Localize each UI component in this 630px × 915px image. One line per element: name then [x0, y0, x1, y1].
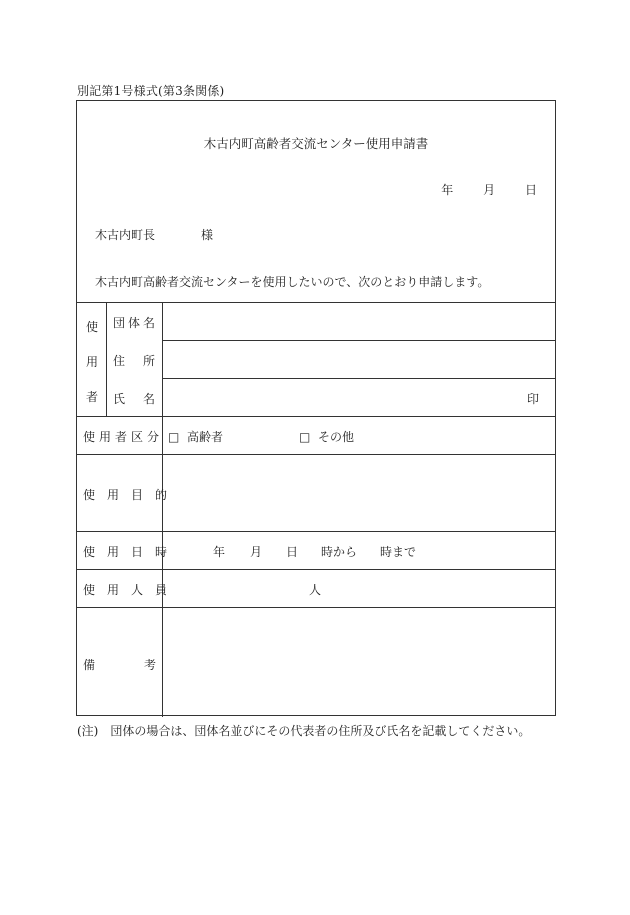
- address-label: 住 所: [113, 354, 159, 368]
- date-year: 年: [441, 183, 454, 197]
- datetime-field[interactable]: [167, 537, 549, 563]
- purpose-field[interactable]: [167, 462, 549, 524]
- application-statement: 木古内町高齢者交流センターを使用したいので、次のとおり申請します。: [95, 275, 490, 289]
- datetime-day: 日: [286, 545, 299, 559]
- user-group-char: 使: [86, 320, 99, 334]
- datetime-year: 年: [213, 545, 226, 559]
- group-column-divider: [106, 302, 107, 416]
- datetime-label: 使 用 日 時: [83, 545, 168, 559]
- remarks-field[interactable]: [167, 614, 549, 710]
- datetime-from: 時から: [321, 545, 358, 559]
- table-top-border: [77, 302, 555, 303]
- form-reference: 別記第1号様式(第3条関係): [77, 84, 225, 98]
- date-day: 日: [524, 183, 537, 197]
- datetime-to: 時まで: [380, 545, 417, 559]
- headcount-field[interactable]: [167, 575, 549, 601]
- remarks-label-left: 備: [83, 658, 96, 672]
- elderly-option[interactable]: [168, 428, 223, 445]
- seal-mark: 印: [526, 392, 539, 406]
- row-divider: [77, 531, 555, 532]
- application-table: [77, 302, 555, 717]
- headcount-unit: 人: [309, 583, 322, 597]
- addressee-name: 木古内町長: [95, 228, 156, 242]
- row-divider: [162, 340, 555, 341]
- name-label: 氏 名: [113, 392, 159, 406]
- footnote: (注) 団体の場合は、団体名並びにその代表者の住所及び氏名を記載してください。: [77, 724, 531, 738]
- addressee: [95, 226, 213, 243]
- form-title: 木古内町高齢者交流センター使用申請書: [203, 136, 429, 151]
- other-option-label: その他: [317, 430, 354, 444]
- date-month: 月: [483, 183, 496, 197]
- label-column-divider: [162, 302, 163, 717]
- headcount-label: 使 用 人 員: [83, 583, 168, 597]
- row-divider: [162, 378, 555, 379]
- remarks-label-right: 考: [144, 658, 157, 672]
- row-divider: [77, 454, 555, 455]
- address-field[interactable]: [167, 348, 549, 374]
- elderly-option-label: 高齢者: [186, 430, 223, 444]
- group-name-label: 団体名: [113, 316, 159, 330]
- user-group-char: 用: [86, 355, 99, 369]
- row-divider: [77, 416, 555, 417]
- category-label: 使用者区分: [83, 430, 164, 444]
- datetime-month: 月: [250, 545, 263, 559]
- user-group-char: 者: [86, 390, 99, 404]
- addressee-honorific: 様: [201, 228, 214, 242]
- application-form: [76, 100, 556, 716]
- purpose-label: 使 用 目 的: [83, 488, 168, 502]
- group-name-field[interactable]: [167, 310, 549, 336]
- row-divider: [77, 607, 555, 608]
- application-date[interactable]: [415, 181, 537, 198]
- other-option[interactable]: [299, 428, 354, 445]
- elderly-checkbox[interactable]: □: [168, 430, 180, 444]
- row-divider: [77, 569, 555, 570]
- other-checkbox[interactable]: □: [299, 430, 311, 444]
